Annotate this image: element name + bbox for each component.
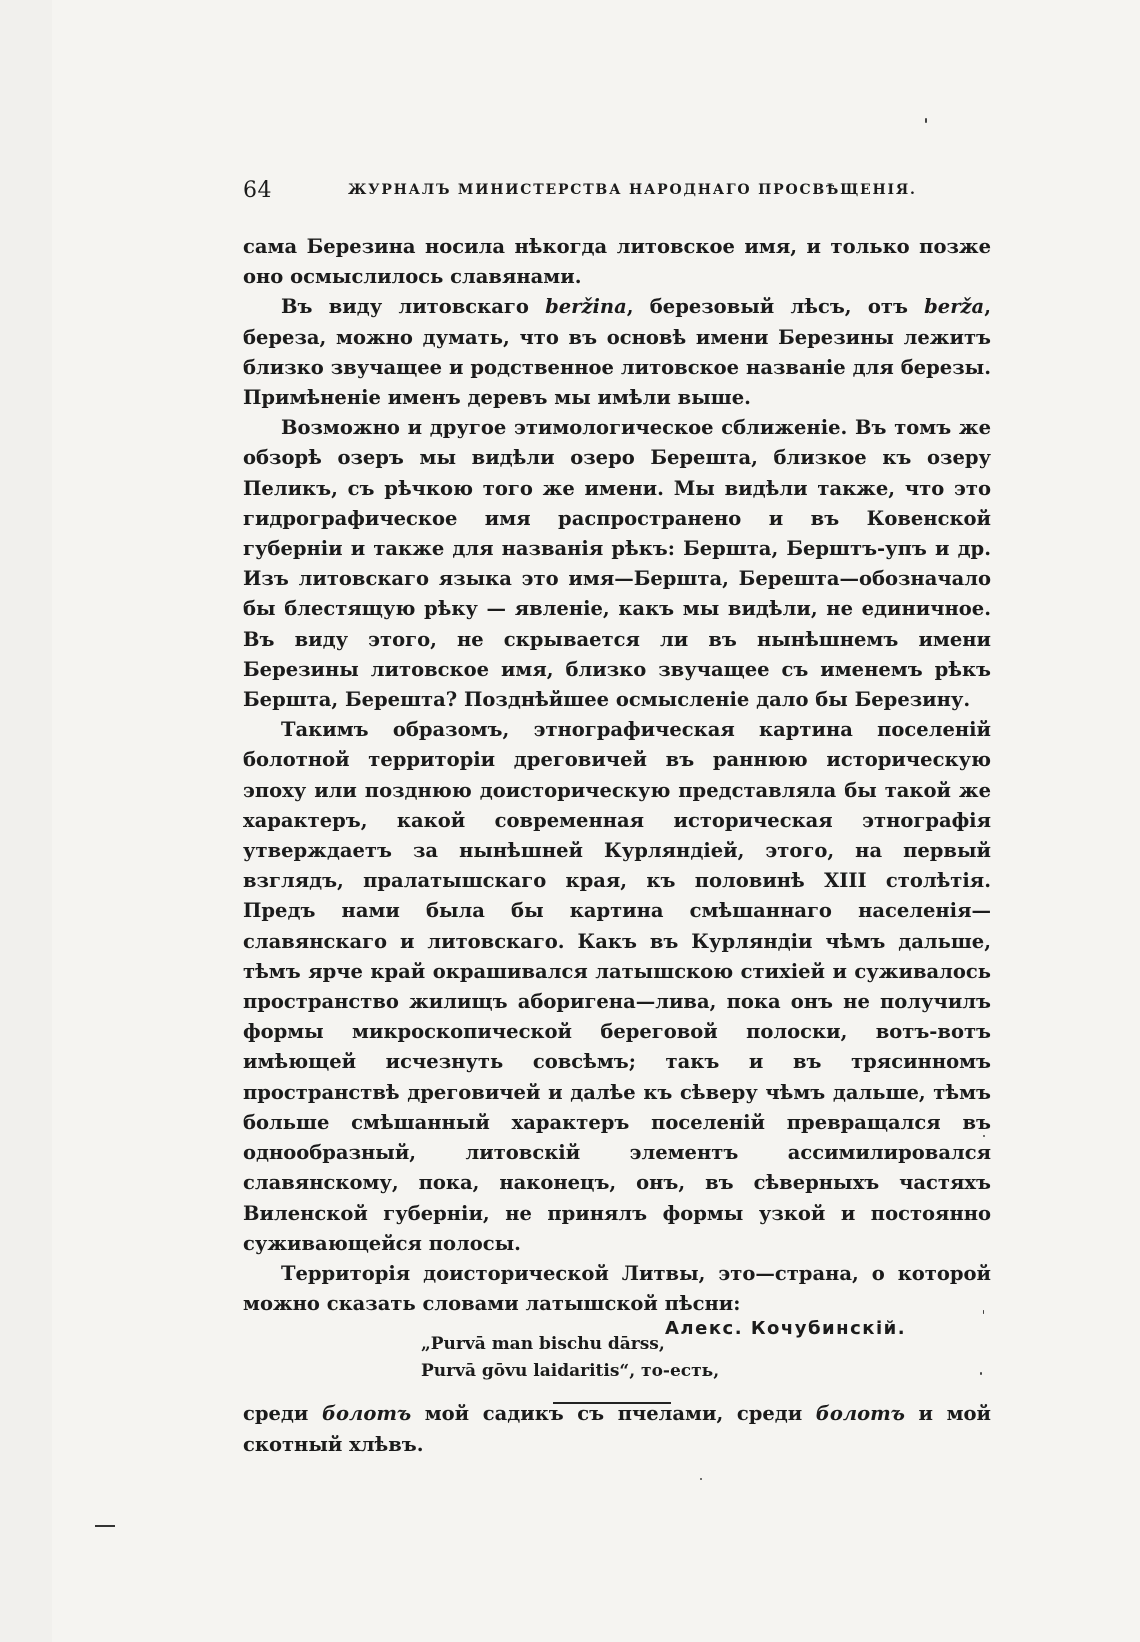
song-quote-line-1: „Purvā man bischu dārss, — [421, 1334, 665, 1355]
paragraph-2-text-a: Въ виду литовскаго — [281, 295, 546, 319]
paragraph-2-term-1: beržina — [545, 295, 627, 319]
song-quote-line-2: Purvā gōvu laidaritis“, то-есть, — [421, 1361, 720, 1382]
margin-mark — [95, 1525, 115, 1527]
page-header — [243, 178, 1003, 208]
scan-speck — [983, 1310, 984, 1314]
running-title: ЖУРНАЛЪ МИНИСТЕРСТВА НАРОДНАГО ПРОСВѢЩЕНІЯ. — [348, 182, 917, 198]
section-end-rule — [553, 1402, 671, 1404]
paragraph-6 — [243, 1399, 991, 1459]
song-quote — [243, 1331, 991, 1385]
paragraph-2-text-e: , береза, можно думать, что въ основѣ имени Березины лежитъ близко звучащее и родственное литовское названіе для березы. Примѣненіе именъ деревъ мы имѣли выше. — [243, 295, 991, 410]
paragraph-1: сама Березина носила нѣкогда литовское имя, и только позже оно осмыслилось славянами. — [243, 235, 991, 289]
paragraph-2 — [243, 292, 991, 413]
paragraph-3: Возможно и другое этимологическое сближеніе. Въ томъ же обзорѣ озеръ мы видѣли озеро Берешта, близкое къ озеру Пеликъ, съ рѣчкою того же имени. Мы видѣли также, что это гидрографическое имя распространено и въ Ковенской губерніи и также для названія рѣкъ: Берштa, Берштъ-упъ и др. Изъ литовскаго языка это имя—Берштa, Берешта—обозначало бы блестящую рѣку — явленіе, какъ мы видѣли, не единичное. Въ виду этого, не скрывается ли въ нынѣшнемъ имени Березины литовское имя, близко звучащее съ именемъ рѣкъ Берштa, Берешта? Позднѣйшее осмысленіе дало бы Березину. — [243, 416, 991, 712]
paragraph-6-text-e: и мой скотный хлѣвъ. — [243, 1402, 991, 1456]
page-number: 64 — [243, 178, 272, 203]
scan-speck — [983, 1135, 985, 1137]
article-body — [243, 232, 991, 1460]
scan-speck — [700, 1478, 702, 1480]
scan-speck — [925, 118, 927, 123]
scan-speck — [980, 1372, 982, 1375]
page-gutter-shade — [0, 0, 52, 1642]
paragraph-6-text-c: мой садикъ съ пчелами, среди — [411, 1402, 816, 1426]
author-signature: Алекс. Кочубинскій. — [665, 1318, 907, 1339]
paragraph-2-text-c: , березовый лѣсъ, отъ — [626, 295, 925, 319]
paragraph-6-term-2: болотъ — [815, 1402, 905, 1426]
paragraph-5: Территорія доисторической Литвы, это—страна, о которой можно сказать словами латышской пѣсни: — [243, 1261, 991, 1316]
paragraph-6-text-a: среди — [243, 1402, 322, 1426]
paragraph-2-term-2: berža — [924, 295, 985, 319]
paragraph-6-term-1: болотъ — [321, 1402, 412, 1426]
paragraph-4: Такимъ образомъ, этнографическая картина поселеній болотной территоріи дреговичей въ раннюю историческую эпоху или позднюю доисторическую представляла бы такой же характеръ, какой современная историческая этнографія утверждаетъ за нынѣшней Курляндіей, этого, на первый взглядъ, пралатышскаго края, къ половинѣ XIII столѣтія. Предъ нами была бы картина смѣшаннаго населенія—славянскаго и литовскаго. Какъ въ Курляндіи чѣмъ дальше, тѣмъ ярче край окрашивался латышскою стихіей и суживалось пространство жилищъ аборигена—лива, пока онъ не получилъ формы микроскопической береговой полоски, вотъ-вотъ имѣющей исчезнуть совсѣмъ; такъ и въ трясинномъ пространствѣ дреговичей и далѣе къ сѣверу чѣмъ дальше, тѣмъ больше смѣшанный характеръ поселеній превращался въ однообразный, литовскій элементъ ассимилировался славянскому, пока, наконецъ, онъ, въ сѣверныхъ частяхъ Виленской губерніи, не принялъ формы узкой и постоянно суживающейся полосы. — [243, 718, 991, 1255]
